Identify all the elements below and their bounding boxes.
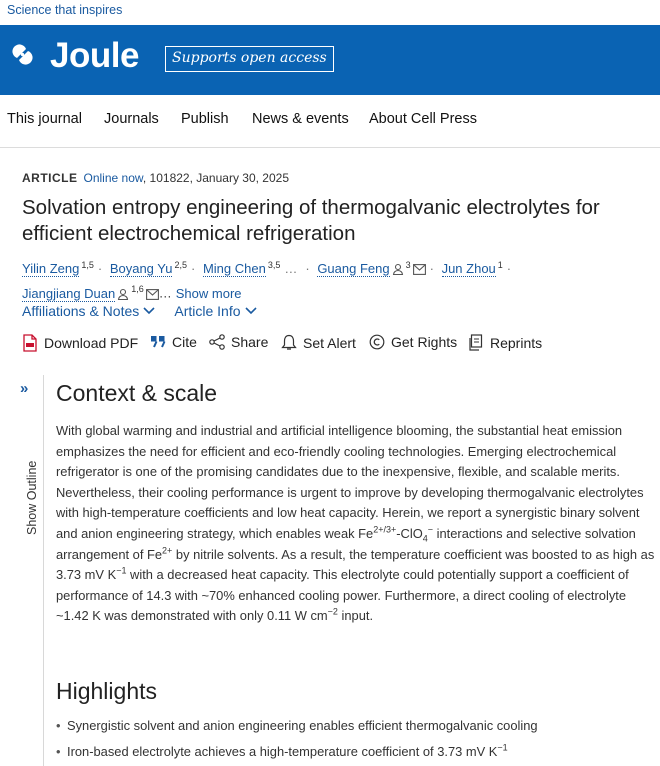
share-label: Share bbox=[231, 334, 269, 350]
author-ellipsis: … bbox=[284, 261, 298, 277]
text-run: with a decreased heat capacity. This electrolyte could potentially support a coefficient of performance of 14.3 with ~70% enhanced cooling power. Furthermore, a direct cooling of electrolyte ~1.42 K was demonstrated with only 0.11 W cm bbox=[56, 567, 629, 624]
author-affil-sup: 1 bbox=[497, 260, 503, 270]
text-run: With global warming and industrial and artificial intelligence blooming, the substantial heat emission emphasizes the need for efficient and eco-friendly cooling technologies. Emerging electrochemical refrigerator is one of the promising candidates due to the inexpensive, flexible, and scalable merits. Nevertheless, their cooling performance is urgent to improve by developing thermogalvanic electrolytes with high-temperature coefficients and low heat capacity. Herein, we report a synergistic binary solvent and anion engineering strategy, which enables weak Fe bbox=[56, 423, 644, 541]
nav-journals[interactable]: Journals bbox=[104, 111, 159, 127]
email-icon[interactable] bbox=[146, 289, 159, 300]
main-nav bbox=[0, 95, 660, 148]
text-run: interactions and selective solvation arrangement of Fe bbox=[56, 525, 636, 562]
online-now-link[interactable]: Online now bbox=[83, 171, 143, 185]
author-affil-sup: 2,5 bbox=[174, 260, 187, 270]
person-icon bbox=[117, 288, 129, 300]
email-icon[interactable] bbox=[413, 264, 426, 275]
nav-publish[interactable]: Publish bbox=[181, 111, 229, 127]
joule-logo-icon[interactable] bbox=[8, 38, 44, 74]
author-affil-sup: 1,6 bbox=[131, 284, 144, 295]
article-toolbar bbox=[22, 334, 652, 358]
author-link[interactable]: Ming Chen bbox=[202, 261, 266, 277]
share-icon bbox=[209, 334, 225, 350]
author-affil-sup: 3 bbox=[405, 260, 411, 270]
author-list bbox=[22, 255, 652, 304]
highlight-item bbox=[56, 716, 656, 736]
outline-sidebar[interactable] bbox=[0, 375, 44, 766]
bell-icon bbox=[281, 334, 297, 351]
subscript: 4 bbox=[422, 533, 428, 544]
cell-press-tagline-link[interactable]: Science that inspires bbox=[7, 3, 123, 17]
highlights-list bbox=[56, 716, 656, 766]
context-scale-paragraph bbox=[56, 421, 656, 627]
cite-label: Cite bbox=[172, 334, 197, 350]
author-separator: · bbox=[305, 261, 310, 277]
author-link[interactable]: Yilin Zeng bbox=[22, 261, 80, 277]
show-more-authors-button[interactable]: Show more bbox=[175, 285, 242, 301]
nav-about-cell-press[interactable]: About Cell Press bbox=[369, 111, 477, 127]
quote-icon bbox=[150, 335, 166, 349]
double-chevron-right-icon[interactable]: » bbox=[20, 380, 29, 397]
author-separator: · bbox=[429, 261, 434, 277]
highlight-text: Iron-based electrolyte achieves a high-temperature coefficient of 3.73 mV K bbox=[67, 744, 498, 759]
get-rights-label: Get Rights bbox=[391, 334, 458, 350]
journal-name[interactable]: Joule bbox=[50, 36, 139, 75]
show-outline-label[interactable]: Show Outline bbox=[25, 460, 39, 535]
author-link[interactable]: Boyang Yu bbox=[109, 261, 173, 277]
superscript: −1 bbox=[497, 742, 508, 753]
reprints-button[interactable] bbox=[468, 334, 542, 351]
reprints-icon bbox=[468, 334, 484, 351]
article-type: ARTICLE bbox=[22, 171, 78, 185]
article-date: , 101822, January 30, 2025 bbox=[142, 171, 289, 185]
person-icon bbox=[392, 263, 404, 275]
text-run: input. bbox=[337, 608, 374, 624]
nav-this-journal[interactable]: This journal bbox=[7, 111, 82, 127]
reprints-label: Reprints bbox=[490, 334, 543, 351]
affiliations-label: Affiliations & Notes bbox=[22, 303, 140, 319]
text-run: -ClO bbox=[396, 525, 423, 541]
share-button[interactable] bbox=[209, 334, 268, 350]
superscript: −1 bbox=[116, 565, 127, 576]
download-pdf-label: Download PDF bbox=[44, 335, 139, 351]
text-run: by nitrile solvents. As a result, the temperature coefficient was boosted to as high as 3.73 mV K bbox=[56, 546, 655, 583]
article-meta bbox=[22, 171, 289, 185]
article-info-toggle[interactable] bbox=[174, 303, 256, 319]
top-bar bbox=[0, 0, 660, 25]
cite-button[interactable] bbox=[150, 334, 197, 350]
open-access-badge[interactable]: Supports open access bbox=[165, 46, 334, 72]
author-link[interactable]: Guang Feng bbox=[317, 261, 390, 277]
download-pdf-button[interactable] bbox=[22, 334, 138, 352]
author-ellipsis: … bbox=[158, 285, 172, 301]
article-info-label: Article Info bbox=[174, 303, 241, 319]
highlight-text: Synergistic solvent and anion engineering enables efficient thermogalvanic cooling bbox=[67, 718, 538, 733]
author-link[interactable]: Jun Zhou bbox=[441, 261, 496, 277]
context-scale-heading: Context & scale bbox=[56, 380, 218, 406]
author-separator: · bbox=[190, 261, 196, 277]
author-separator: · bbox=[97, 261, 103, 277]
nav-news-events[interactable]: News & events bbox=[252, 111, 349, 127]
chevron-down-icon bbox=[143, 307, 155, 315]
set-alert-button[interactable] bbox=[281, 334, 356, 351]
pdf-icon bbox=[22, 334, 38, 352]
author-separator: · bbox=[506, 261, 512, 277]
affiliations-row bbox=[22, 303, 273, 319]
author-affil-sup: 3,5 bbox=[267, 260, 281, 270]
author-link[interactable]: Jiangjiang Duan bbox=[22, 285, 116, 301]
highlights-heading: Highlights bbox=[56, 678, 157, 704]
chevron-down-icon bbox=[245, 307, 257, 315]
superscript: 2+ bbox=[162, 545, 173, 556]
set-alert-label: Set Alert bbox=[303, 334, 356, 351]
article-title: Solvation entropy engineering of thermogalvanic electrolytes for efficient electrochemical refrigeration bbox=[22, 196, 600, 245]
highlight-item bbox=[56, 742, 656, 762]
copyright-icon bbox=[369, 334, 385, 350]
superscript: 2+/3+ bbox=[373, 524, 397, 535]
journal-banner bbox=[0, 25, 660, 95]
get-rights-button[interactable] bbox=[369, 334, 457, 350]
affiliations-notes-toggle[interactable] bbox=[22, 303, 155, 319]
superscript: −2 bbox=[327, 607, 338, 618]
author-affil-sup: 1,5 bbox=[81, 260, 94, 270]
superscript: − bbox=[427, 524, 434, 535]
